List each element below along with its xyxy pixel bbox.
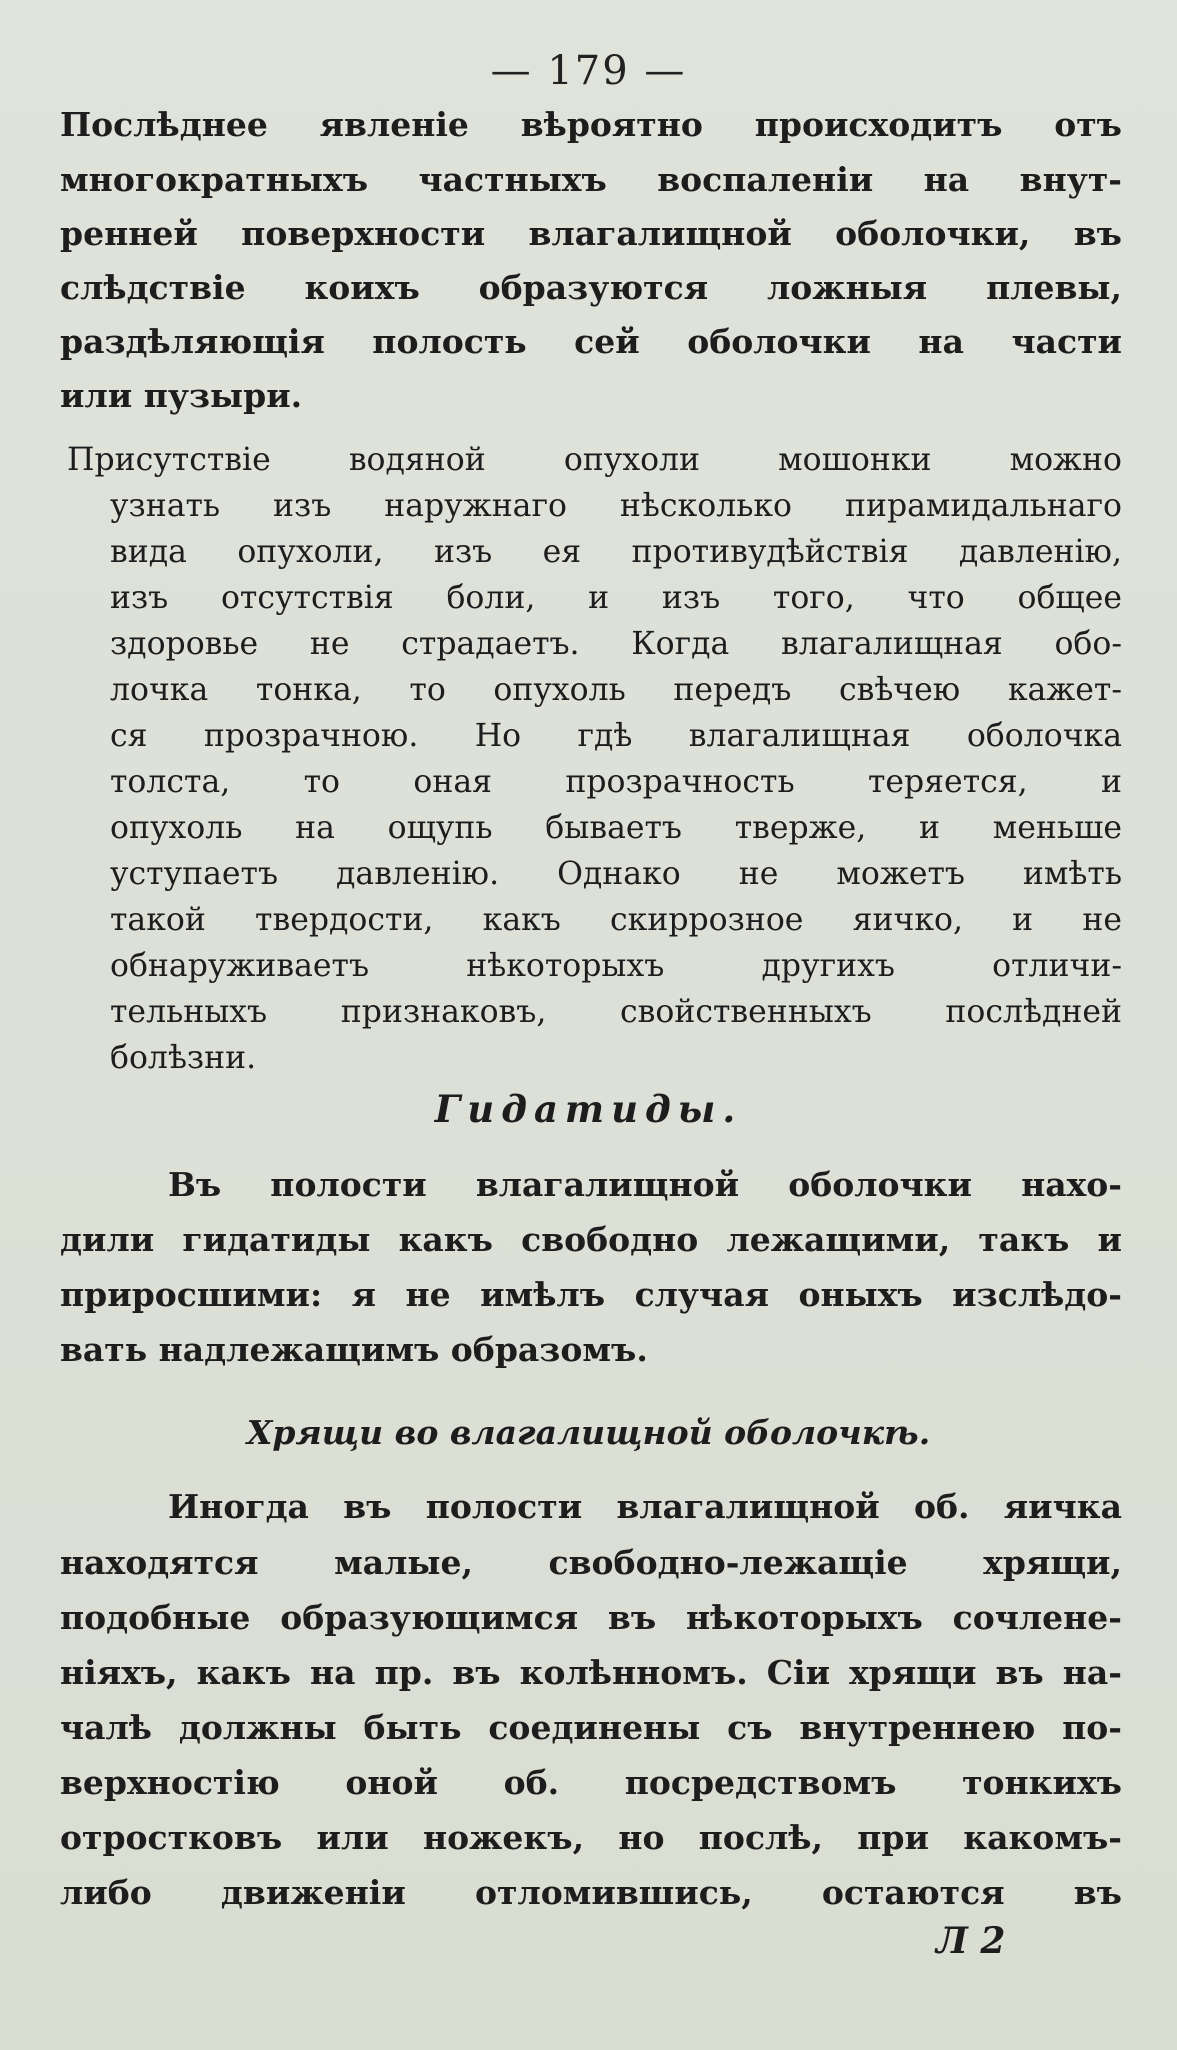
text-line: Послѣднее явленіе вѣроятно происходитъ отъ	[60, 105, 1122, 144]
text-line: находятся малые, свободно-лежащіе хрящи,	[60, 1543, 1122, 1582]
text-line: тельныхъ признаковъ, свойственныхъ послѣдней	[110, 994, 1122, 1030]
text-line: опухоль на ощупь бываетъ тверже, и меньше	[110, 810, 1122, 846]
text-line: раздѣляющія полость сей оболочки на части	[60, 322, 1122, 361]
text-line: Присутствіе водяной опухоли мошонки можно	[67, 442, 1122, 478]
text-line: ся прозрачною. Но гдѣ влагалищная оболочка	[110, 718, 1122, 754]
text-line: подобные образующимся въ нѣкоторыхъ сочлене-	[60, 1598, 1122, 1637]
text-line: многократныхъ частныхъ воспаленіи на внут-	[60, 160, 1122, 199]
text-line: слѣдствіе коихъ образуются ложныя плевы,	[60, 268, 1122, 307]
text-line: ренней поверхности влагалищной оболочки, въ	[60, 214, 1122, 253]
text-line: обнаруживаетъ нѣкоторыхъ другихъ отличи-	[110, 948, 1122, 984]
page-number: — 179 —	[490, 48, 687, 94]
text-line: верхностію оной об. посредствомъ тонкихъ	[60, 1763, 1122, 1802]
text-line: здоровье не страдаетъ. Когда влагалищная обо-	[110, 626, 1122, 662]
text-line: Въ полости влагалищной оболочки нахо-	[168, 1165, 1122, 1204]
text-line: вать надлежащимъ образомъ.	[60, 1330, 648, 1369]
section-heading: Хрящи во влагалищной оболочкѣ.	[246, 1413, 931, 1452]
text-line: такой твердости, какъ скиррозное яичко, и не	[110, 902, 1122, 938]
text-line: отростковъ или ножекъ, но послѣ, при какомъ-	[60, 1818, 1122, 1857]
text-line: или пузыри.	[60, 376, 303, 415]
text-line: узнать изъ наружнаго нѣсколько пирамидальнаго	[110, 488, 1122, 524]
text-line: дили гидатиды какъ свободно лежащими, такъ и	[60, 1220, 1122, 1259]
text-line: чалѣ должны быть соединены съ внутреннею по-	[60, 1708, 1122, 1747]
text-line: Иногда въ полости влагалищной об. яичка	[168, 1487, 1122, 1526]
text-line: либо движеніи отломившись, остаются въ	[60, 1873, 1122, 1912]
text-line: ніяхъ, какъ на пр. въ колѣнномъ. Сіи хрящи въ на-	[60, 1653, 1122, 1692]
text-line: изъ отсутствія боли, и изъ того, что общее	[110, 580, 1122, 616]
text-line: толста, то оная прозрачность теряется, и	[110, 764, 1122, 800]
section-heading: Гидатиды.	[434, 1087, 743, 1131]
signature-mark: Л 2	[936, 1920, 1006, 1962]
text-line: лочка тонка, то опухоль передъ свѣчею кажет-	[110, 672, 1122, 708]
text-line: приросшими: я не имѣлъ случая оныхъ изслѣдо-	[60, 1275, 1122, 1314]
text-line: уступаетъ давленію. Однако не можетъ имѣть	[110, 856, 1122, 892]
text-line: вида опухоли, изъ ея противудѣйствія давленію,	[110, 534, 1122, 570]
text-line: болѣзни.	[110, 1040, 257, 1076]
